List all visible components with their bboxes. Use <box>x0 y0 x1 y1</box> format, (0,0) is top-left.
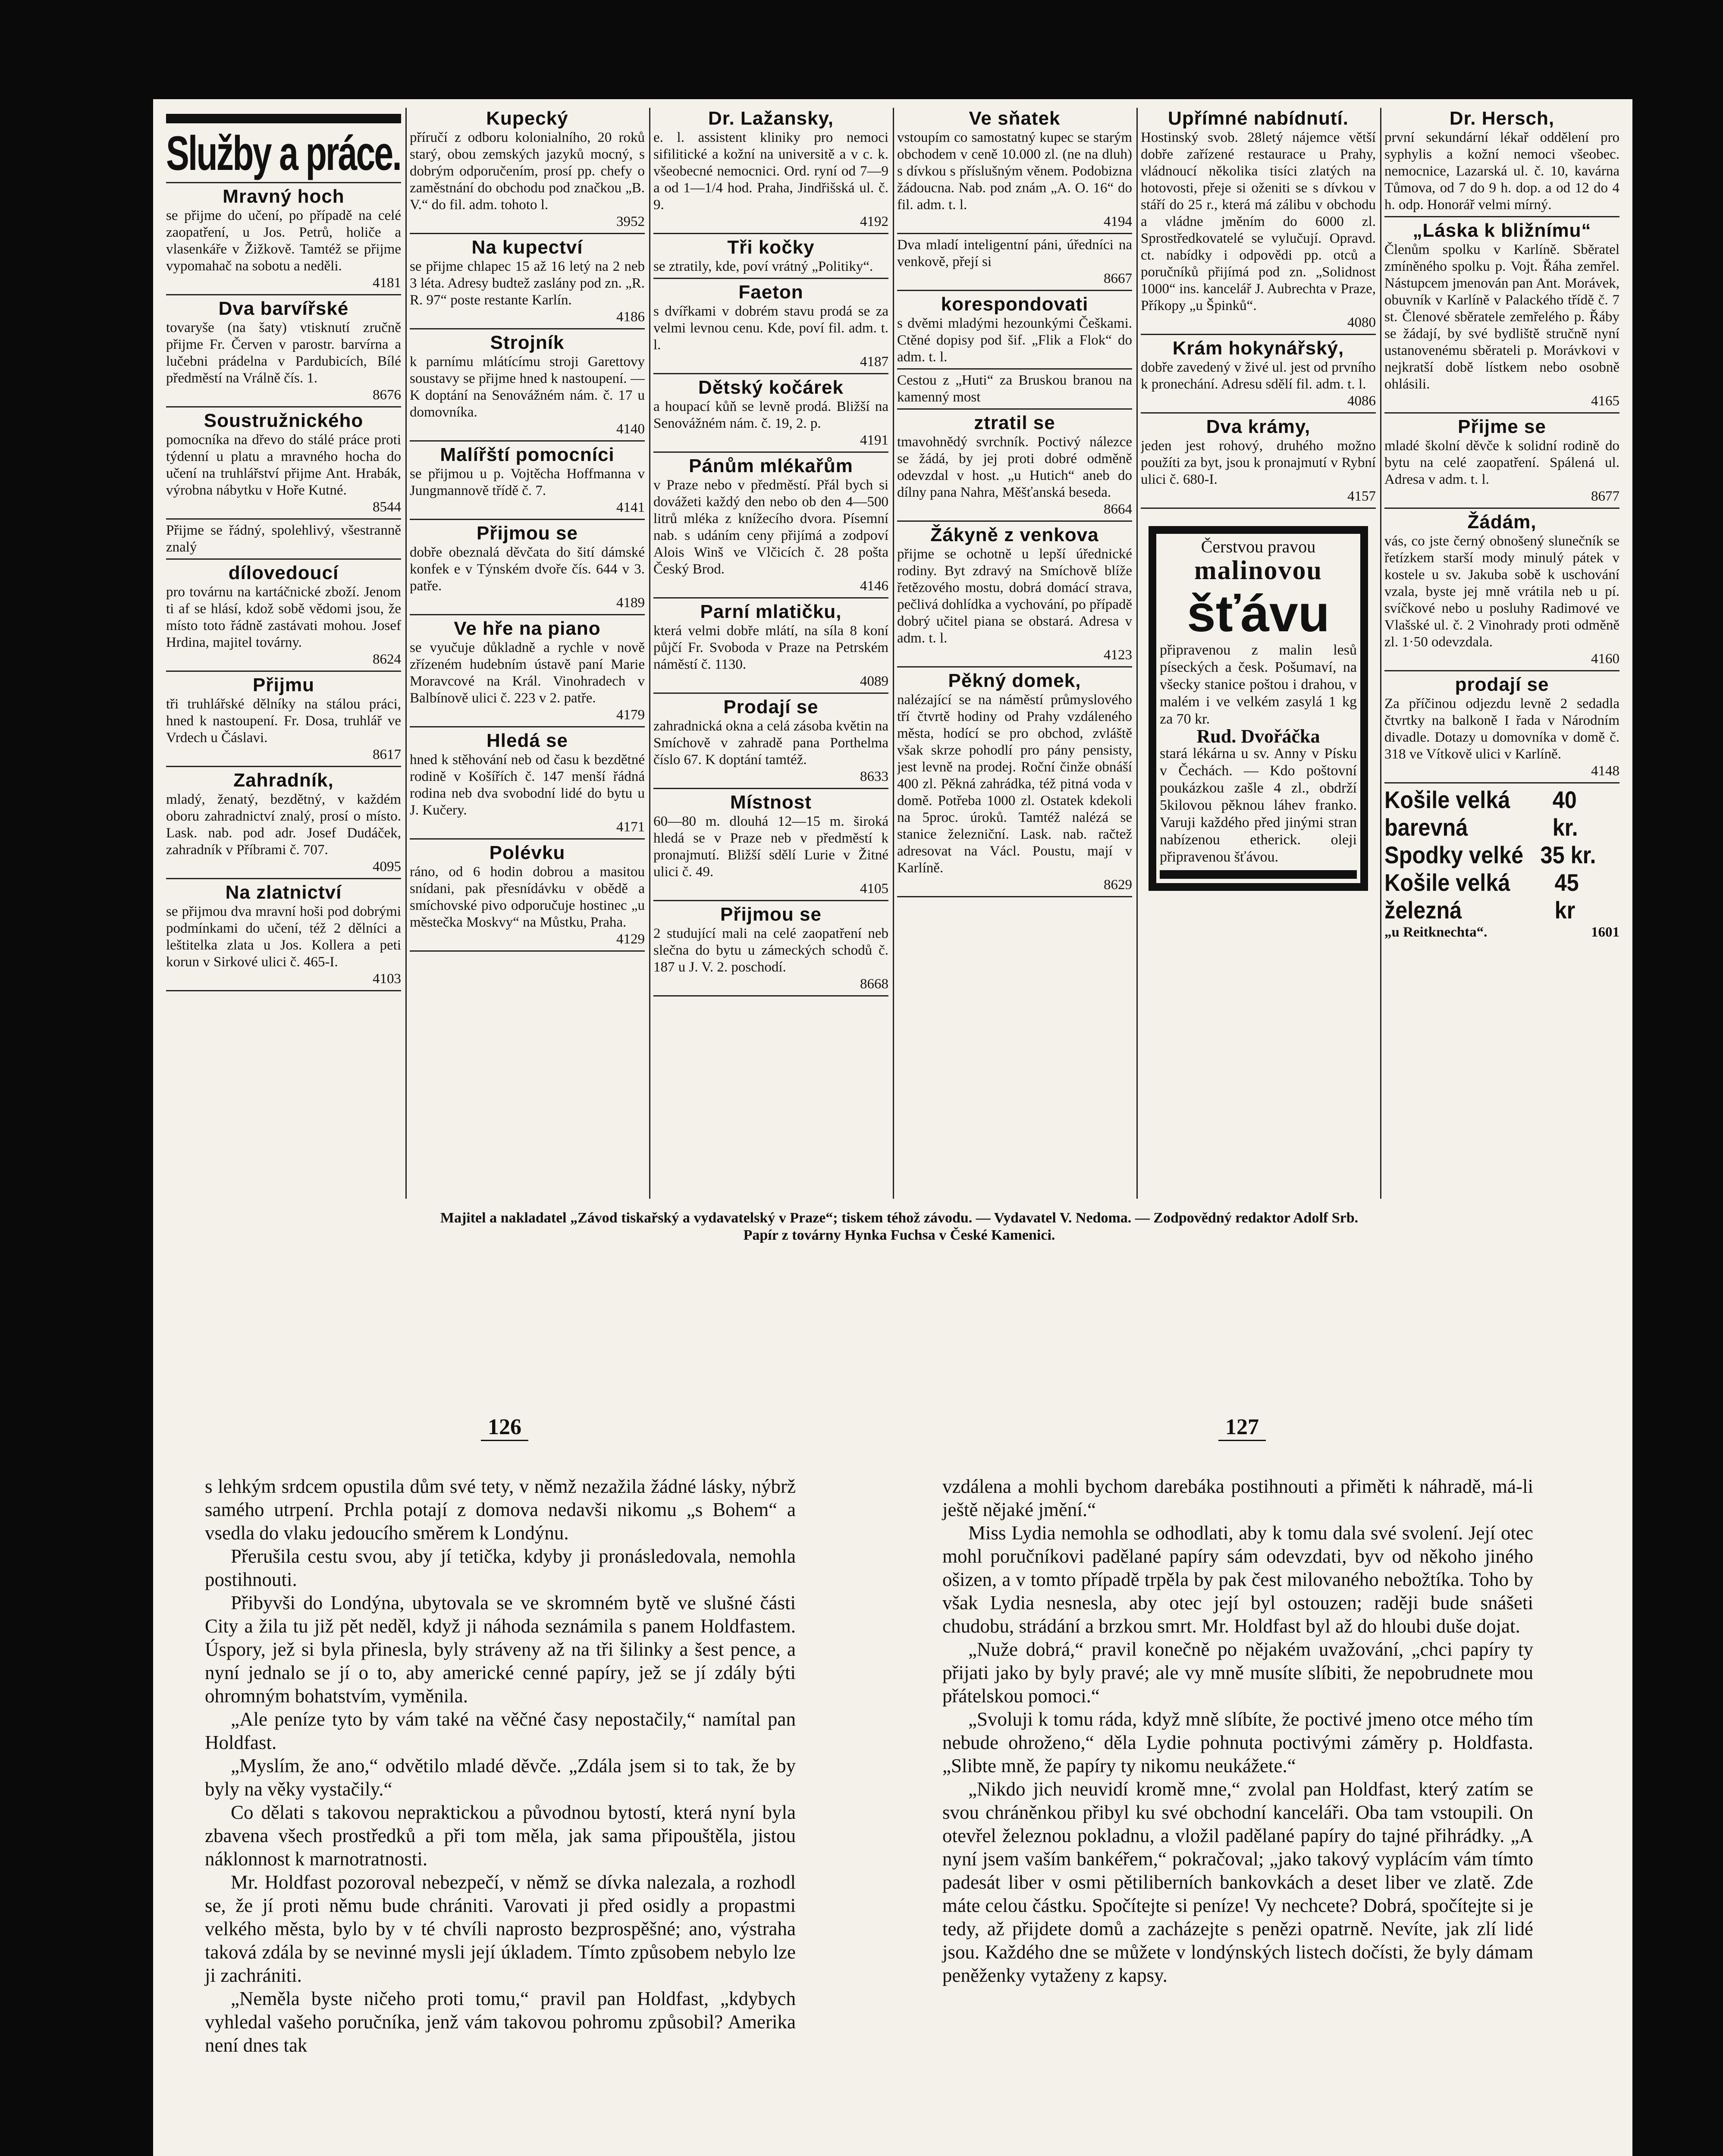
ads-column-2 <box>410 108 645 1216</box>
story-paragraph: „Neměla byste ničeho proti tomu,“ pravil pan Holdfast, „kdybych vyhledal vašeho poručníka, jenž vám takovou pohromu způsobil? Amerika není dnes tak <box>205 1988 796 2056</box>
imprint-line-2: Papír z továrny Hynka Fuchsa v České Kamenici. <box>743 1227 1055 1243</box>
ad-item <box>653 601 888 690</box>
ad-text: tmavohnědý svrchník. Poctivý nálezce se žádá, by jej proti dobré odměně odevzdal v host. „u Hutich“ aneb do dílny pana Nahra, Měšťanská beseda. <box>897 434 1132 500</box>
left-page-number <box>481 1414 528 1441</box>
shirts-ad-row <box>1384 841 1596 869</box>
ad-title: Žádám, <box>1467 511 1537 533</box>
ad-code: 4095 <box>373 859 401 874</box>
ad-rule <box>166 182 401 183</box>
story-paragraph: Miss Lydia nemohla se odhodlati, aby k tomu dala své svolení. Její otec mohl poručníkovi padělané papíry sám odevzdati, byv od někoho jiného ošizen, a v tomto případě trpěla by pak čest milovaného nebožtíka. Toho by však Lydia nesnesla, aby otec její byl ostouzen; raději bude snášeti chudobu, strádání a brzkou smrt. Mr. Holdfast byl až do hloubi duše dojat. <box>942 1522 1533 1637</box>
ad-text: dobře zavedený v živé ul. jest od prvního k pronechání. Adresu sdělí fil. adm. t. l. <box>1141 360 1376 392</box>
shirts-ad-label: Košile velká barevná <box>1384 786 1510 841</box>
section-title: Služby a práce. <box>166 126 401 180</box>
ad-title: Prodají se <box>723 696 819 718</box>
ad-item <box>653 696 888 785</box>
ad-rule <box>166 990 401 991</box>
ad-code: 8676 <box>373 387 401 403</box>
ad-item <box>410 842 645 948</box>
ad-title: Přijmou se <box>477 523 578 544</box>
ad-item <box>410 730 645 836</box>
ad-rule <box>166 294 401 295</box>
imprint-line-1: Majitel a nakladatel „Závod tiskařský a vydavatelský v Praze“; tiskem téhož závodu. — Vydavatel V. Nedoma. — Zodpovědný redaktor Adolf Srb. <box>440 1210 1359 1226</box>
story-paragraph: „Ale peníze tyto by vám také na věčné časy nepostačily,“ namítal pan Holdfast. <box>205 1708 796 1753</box>
column-divider <box>1136 108 1138 1199</box>
ad-rule <box>410 838 645 840</box>
box-ad-line-1: Čerstvou pravou <box>1201 537 1316 556</box>
ad-text: se ztratily, kde, poví vrátný „Politiky“. <box>653 259 873 274</box>
story-paragraph: Co dělati s takovou nepraktickou a původnou bytostí, která nyní byla zbavena všech prostředků a při tom měla, jak sama připouštěla, jistou náklonnost k marnotratnosti. <box>205 1802 796 1870</box>
story-left-page <box>205 1475 796 2057</box>
ad-item <box>166 186 401 291</box>
ad-item <box>166 298 401 404</box>
ad-title: Malířští pomocníci <box>440 444 615 465</box>
ad-title: prodají se <box>1455 674 1549 695</box>
box-ad-name: Rud. Dvořáčka <box>1196 726 1320 747</box>
ad-rule <box>653 693 888 694</box>
ad-title: Parní mlatičku, <box>700 601 842 622</box>
ad-rule <box>653 995 888 997</box>
ad-title: Polévku <box>489 842 565 863</box>
story-right-page <box>942 1475 1533 1987</box>
ad-code: 4157 <box>1347 489 1376 504</box>
ad-title: Dr. Hersch, <box>1449 108 1555 129</box>
ad-rule <box>653 373 888 374</box>
ad-rule <box>410 328 645 329</box>
ad-item <box>897 412 1132 518</box>
ad-code: 4103 <box>373 971 401 987</box>
ad-code: 4179 <box>616 707 645 723</box>
ad-text: Dva mladí inteligentní páni, úředníci na venkově, přejí si <box>897 237 1132 270</box>
ad-item <box>653 108 888 230</box>
ad-item <box>410 618 645 724</box>
ad-code: 4140 <box>616 421 645 437</box>
story-paragraph: „Nikdo jich neuvidí kromě mne,“ zvolal pan Holdfast, který zatím se svou chráněnkou přibyl ku své obchodní kanceláři. Oba tam vstoupili. On otevřel železnou pokladnu, a vložil padělané papíry do tajné přihrádky. „A nyní jsem vaším bankéřem,“ pokračoval; „jako takový vyplácím vám tímto padesát liber v osmi pětiliberních bankovkách a deset liber ve zlatě. Zde máte celou částku. Spočítejte si peníze! Vy nechcete? Dobrá, spočítejte si je tedy, až přijdete domů a zacházejte s penězi opatrně. Nevíte, jak zlí lidé jsou. Každého dne se můžete v londýnských listech dočísti, že byly dámam peněženky vytaženy z kapsy. <box>942 1778 1533 1986</box>
ad-code: 4186 <box>616 309 645 325</box>
ad-text: tovaryše (na šaty) vtisknutí zručně přijme Fr. Červen v parostr. barvírna a lučebni prádelna v Pardubicích, Bílé předměstí na Vrálně čís. 1. <box>166 320 401 386</box>
ad-rule <box>1141 508 1376 509</box>
ad-item <box>410 523 645 611</box>
ad-rule <box>410 950 645 952</box>
ad-item <box>897 294 1132 366</box>
ad-text: Za příčinou odjezdu levně 2 sedadla čtvrtky na balkoně I řada v Národním divadle. Dotazy u domovníka v domě č. 318 ve Vítkově ulici v Karlíně. <box>1384 696 1619 762</box>
ad-title: korespondovati <box>941 294 1089 315</box>
ad-rule <box>410 519 645 520</box>
story-paragraph: s lehkým srdcem opustila dům své tety, v němž nezažila žádné lásky, nýbrž samého utrpení. Prchla potají z domova nedavši nikomu „s Bohem“ a vsedla do vlaku jedoucího směrem k Londýnu. <box>205 1476 796 1544</box>
ad-item <box>410 444 645 516</box>
ad-rule <box>897 368 1132 370</box>
ad-title: „Láska k bližnímu“ <box>1412 220 1591 241</box>
ad-code: 4181 <box>373 275 401 291</box>
right-page-number <box>1218 1414 1266 1441</box>
ad-code: 4160 <box>1591 651 1619 667</box>
box-ad-bottom-bar <box>1160 870 1357 879</box>
ad-code: 4089 <box>860 674 888 689</box>
ad-text: tři truhlářské dělníky na stálou práci, hned k nastoupení. Fr. Dosa, truhlář ve Vrdech u Čáslavi. <box>166 696 401 746</box>
ad-text: Hostinský svob. 28letý nájemce větší dobře zařízené restaurace u Prahy, vládnoucí několika tisíci zlatých na hotovosti, přeje si oženiti se s dívkou v stáří do 25 r., která má zálibu v obchodu a vládne jměním do 6000 zl. Sprostředkovatelé se vylučují. Opravd. ct. nabídky i odpovědi pp. otců a poručníků přijímá pod zn. „Solidnost 1000“ ins. kancelář J. Aubrechta v Praze, Příkopy „u Špinků“. <box>1141 130 1376 313</box>
ad-rule <box>410 440 645 442</box>
ad-code: 4191 <box>860 432 888 448</box>
box-ad-headline: šťávu <box>1187 585 1330 642</box>
ad-code: 8664 <box>1104 501 1132 517</box>
ad-item <box>166 562 401 668</box>
ad-code: 4086 <box>1347 393 1376 409</box>
ad-item <box>897 237 1132 287</box>
ad-title: Přijmu <box>253 674 314 696</box>
ad-text: s dvěmi mladými hezounkými Češkami. Ctěné dopisy pod šif. „Flik a Flok“ do adm. t. l. <box>897 316 1132 365</box>
ad-item <box>897 670 1132 893</box>
ad-title: Faeton <box>738 282 803 303</box>
ad-text: se přijme chlapec 15 až 16 letý na 2 neb 3 léta. Adresy budtež zaslány pod zn. „R. R. 97“ poste restante Karlín. <box>410 259 645 308</box>
ad-item <box>166 770 401 875</box>
ad-rule <box>1384 782 1619 783</box>
ad-code: 4105 <box>860 881 888 896</box>
ad-title: ztratil se <box>974 412 1055 433</box>
ad-item <box>1384 108 1619 213</box>
ad-title: Přijmou se <box>720 904 822 925</box>
right-page-number-text: 127 <box>1218 1414 1266 1441</box>
ad-text: Přijme se řádný, spolehlivý, všestranně znalý <box>166 523 401 555</box>
column-divider <box>1380 108 1381 1199</box>
story-paragraph: Přibyvši do Londýna, ubytovala se ve skromném bytě ve slušné části City a žila tu již pět neděl, když ji náhoda seznámila s panem Holdfastem. Úspory, jež si byla přinesla, byly stráveny až na tři šilinky a šest pence, a nyní jednalo se jí o to, aby americké cenné papíry, jež se jí zdály býti ohromným bohatstvím, vyměnila. <box>205 1592 796 1707</box>
column-divider <box>893 108 894 1199</box>
shirts-ad-label: Košile velká železná <box>1384 869 1510 924</box>
ad-code: 4148 <box>1591 763 1619 779</box>
ad-text: hned k stěhování neb od času k bezdětné rodině v Košířích č. 147 menší řádná rodina neb dva svobodní lidé do bytu u J. Kučery. <box>410 752 645 818</box>
ad-item <box>166 410 401 516</box>
ad-rule <box>1384 670 1619 671</box>
ad-rule <box>410 726 645 727</box>
ad-code: 8667 <box>1104 271 1132 286</box>
ad-item <box>653 237 888 275</box>
ad-title: Strojník <box>490 332 565 353</box>
ad-rule <box>897 896 1132 897</box>
shirts-ad-row <box>1384 786 1596 841</box>
shirts-ad-row <box>1384 869 1596 924</box>
ad-title: Na kupectví <box>471 237 583 258</box>
ad-rule <box>653 278 888 279</box>
ad-code: 3952 <box>616 214 645 229</box>
ad-text: mladé školní děvče k solidní rodině do bytu na celé zaopatření. Spálená ul. Adresa v adm. t. l. <box>1384 438 1619 487</box>
ad-rule <box>653 788 888 789</box>
box-ad-text-1: připravenou z malin lesů píseckých a česk. Pošumaví, na všecky stanice poštou i drahou, v malém i ve velkém zasylá 1 kg za 70 kr. <box>1160 642 1357 727</box>
box-ad-line-2: malinovou <box>1194 556 1323 585</box>
box-ad-text-2: stará lékárna u sv. Anny v Písku v Čechách. — Kdo poštovní poukázkou zašle 4 zl., obdrží 5kilovou pěknou láhev franko. Varuji každého před jinými stran nabízenou etherick. oleji připravenou šťávou. <box>1160 746 1357 865</box>
ad-text: první sekundární lékař oddělení pro syphylis a kožní nemoci všeobec. nemocnice, Lazarská ul. č. 10, kavárna Tůmova, od 7 do 9 h. dop. a od 12 do 4 h. odp. Honorář velmi mírný. <box>1384 130 1619 213</box>
ad-title: Dr. Lažansky, <box>708 108 834 129</box>
ad-title: Ve hře na piano <box>454 618 601 639</box>
shirts-ad-price: 40 kr. <box>1552 786 1578 841</box>
ad-code: 4080 <box>1347 315 1376 330</box>
ad-text: vás, co jste černý obnošený slunečník se řetízkem starší mody minulý pátek v kostele u sv. Jakuba sobě k uschování vzala, byste jej mně vrátila neb u pí. svíčkové nebo u posluhy Radimové ve Vlašské ul. č. 2 Vinohrady proti odměně zl. 1·50 odevzdala. <box>1384 533 1619 650</box>
ad-rule <box>1141 334 1376 335</box>
ad-text: vstoupím co samostatný kupec se starým obchodem v ceně 10.000 zl. (ne na dluh) s dívkou s příslušným věnem. Podobizna žádoucna. Nab. pod znám „A. O. 16“ do fil. adm. t. l. <box>897 130 1132 213</box>
shirts-ad <box>1384 786 1619 941</box>
ad-rule <box>166 518 401 520</box>
ad-item <box>897 372 1132 406</box>
ad-item <box>1384 511 1619 667</box>
left-page-number-text: 126 <box>481 1414 528 1441</box>
ad-text: 2 studující mali na celé zaopatření neb slečna do bytu u zámeckých schodů č. 187 u J. V. 2. poschodí. <box>653 926 888 975</box>
ad-text: se vyučuje důkladně a rychle v nově zřízeném hudebním ústavě paní Marie Moravcové na Král. Vinohradech v Balbínově ulici č. 223 v 2. patře. <box>410 640 645 706</box>
ad-text: v Praze nebo v předměstí. Přál bych si dovážeti každý den nebo ob den 4—500 litrů mléka z knížecího dvora. Písemní nab. s udáním ceny přijímá a zodpoví Alois Winš ve Vlčicích č. 28 pošta Český Brod. <box>653 477 888 577</box>
ad-text: mladý, ženatý, bezdětný, v každém oboru zahradnictví znalý, prosí o místo. Lask. nab. pod adr. Josef Dudáček, zahradník v Příbrami č. 707. <box>166 792 401 858</box>
ad-code: 8668 <box>860 976 888 992</box>
ad-code: 4189 <box>616 595 645 611</box>
ad-title: Přijme se <box>1458 416 1546 437</box>
ad-text: se přijmou dva mravní hoši pod dobrými podmínkami do učení, též 2 dělníci a leštitelka zlata u Jos. Kollera a peti korun v Sirkové ulici č. 465-I. <box>166 904 401 970</box>
ad-item <box>897 524 1132 664</box>
ad-code: 8633 <box>860 769 888 784</box>
ad-item <box>653 904 888 993</box>
ad-title: Na zlatnictví <box>225 882 342 903</box>
story-paragraph: Mr. Holdfast pozoroval nebezpečí, v němž se dívka nalezala, a rozhodl se, že jí proti němu bude chrániti. Varovati ji před osidly a propastmi velkého města, bylo by v té chvíli naprosto bezprospěšné; ano, výstraha taková zdála by se nevinné mysli její úkladem. Tímto způsobem nebylo lze ji zachrániti. <box>205 1871 796 1986</box>
ads-column-4 <box>897 108 1132 1216</box>
ad-item <box>653 455 888 595</box>
ad-title: Dětský kočárek <box>698 377 844 398</box>
ad-item <box>1141 108 1376 331</box>
ad-code: 4123 <box>1104 647 1132 663</box>
section-title-bar <box>166 114 401 123</box>
ad-code: 8677 <box>1591 489 1619 504</box>
ad-title: dílovedoucí <box>228 562 339 583</box>
ad-rule <box>166 766 401 767</box>
ad-text: se přijmou u p. Vojtěcha Hoffmanna v Jungmannově třídě č. 7. <box>410 466 645 498</box>
ad-text: k parnímu mlátícímu stroji Garettovy soustavy se přijme hned k nastoupení. — K doptání na Senovážném nám. č. 17 u domovníka. <box>410 354 645 420</box>
ads-column-6 <box>1384 108 1619 1216</box>
ad-item <box>1384 674 1619 780</box>
ad-rule <box>1384 508 1619 509</box>
ad-rule <box>897 520 1132 522</box>
ad-code: 4192 <box>860 214 888 229</box>
ad-code: 8617 <box>373 747 401 762</box>
story-paragraph: „Svoluji k tomu ráda, když mně slíbíte, že poctivé jmeno otce mého tím nebude ohroženo,“ děla Lydie pohnuta poctivými záměry p. Holdfasta. „Slibte mně, že papíry ty nikomu neukážete.“ <box>942 1708 1533 1777</box>
ad-text: ráno, od 6 hodin dobrou a masitou snídani, pak přesnídávku v obědě a smíchovské pivo odporučuje hostinec „u městečka Moskvy“ na Můstku, Praha. <box>410 864 645 930</box>
ad-code: 8629 <box>1104 877 1132 893</box>
ad-item <box>1141 338 1376 410</box>
newspaper-sheet <box>153 99 1632 2156</box>
ad-rule <box>1141 412 1376 414</box>
ad-text: příručí z odboru kolonialního, 20 roků starý, obou zemských jazyků mocný, s dobrým odporučením, prosí pp. chefy o zaměstnání do obchodu pod značkou „B. V.“ do fil. adm. tohoto l. <box>410 130 645 213</box>
ad-title: Dva barvířské <box>218 298 349 319</box>
story-paragraph: Přerušila cestu svou, aby jí tetička, kdyby ji pronásledovala, nemohla postihnouti. <box>205 1545 796 1590</box>
ad-text: s dvířkami v dobrém stavu prodá se za velmi levnou cenu. Kde, poví fil. adm. t. l. <box>653 304 888 353</box>
ad-item <box>653 282 888 370</box>
ad-text: Cestou z „Huti“ za Bruskou branou na kamenný most <box>897 373 1132 405</box>
ad-title: Pěkný domek, <box>948 670 1081 691</box>
ad-text: přijme se ochotně u lepší úřednické rodiny. Byt zdravý na Smíchově blíže řetězového mostu, dobrá domácí strava, pečlivá dohlídka a vychování, po případě dobrý učitel piana se obstará. Adresa v adm. t. l. <box>897 546 1132 646</box>
shirts-ad-price: 45 kr <box>1554 869 1579 924</box>
ad-item <box>410 332 645 438</box>
ad-title: Místnost <box>730 792 812 813</box>
ad-code: 4194 <box>1104 214 1132 229</box>
ad-item <box>166 522 401 556</box>
ad-item <box>1141 416 1376 505</box>
classified-ads-section <box>166 108 1632 1229</box>
ad-rule <box>1384 216 1619 217</box>
story-paragraph: vzdálena a mohli bychom darebáka postihnouti a přiměti k náhradě, má-li ještě nějaké jmění.“ <box>942 1476 1533 1520</box>
ad-code: 8624 <box>373 652 401 667</box>
ad-title: Dva krámy, <box>1206 416 1311 437</box>
ad-rule <box>653 233 888 234</box>
ad-title: Ve sňatek <box>969 108 1061 129</box>
ad-rule <box>410 233 645 234</box>
ad-code: 8544 <box>373 499 401 515</box>
shirts-ad-price: 35 kr. <box>1540 841 1596 868</box>
ad-rule <box>166 558 401 560</box>
story-paragraph: „Myslím, že ano,“ odvětilo mladé děvče. „Zdála jsem si to tak, že by byly na věky vystačily.“ <box>205 1755 796 1800</box>
ad-rule <box>653 900 888 901</box>
ad-rule <box>653 597 888 599</box>
shirts-ad-label: Spodky velké <box>1384 841 1524 868</box>
ad-text: e. l. assistent kliniky pro nemoci sifilitické a kožní na universitě a v c. k. všeobecné nemocnici. Ord. ryní od 7—9 a od 1—1/4 hod. Praha, Jindřišská ul. č. 9. <box>653 130 888 213</box>
ad-item <box>897 108 1132 230</box>
ad-rule <box>166 671 401 672</box>
ad-code: 1601 <box>1591 924 1619 940</box>
ad-item <box>166 674 401 763</box>
ad-title: Pánům mlékařům <box>689 455 853 476</box>
ad-code: 4165 <box>1591 393 1619 409</box>
ads-column-1 <box>166 108 401 1216</box>
ad-text: a houpací kůň se levně prodá. Bližší na Senovážném nám. č. 19, 2. p. <box>653 399 888 431</box>
ad-item <box>410 108 645 230</box>
ad-title: Krám hokynářský, <box>1172 338 1344 359</box>
ad-code: 4187 <box>860 354 888 370</box>
ad-item <box>1384 416 1619 505</box>
ad-text: jeden jest rohový, druhého možno použíti za byt, jsou k pronajmutí v Rybní ulici č. 680-I. <box>1141 438 1376 487</box>
ad-rule <box>897 408 1132 410</box>
ad-code: 4141 <box>616 500 645 515</box>
ads-column-3 <box>653 108 888 1216</box>
ad-item <box>1384 220 1619 410</box>
ad-item <box>410 237 645 326</box>
ad-text: Členům spolku v Karlíně. Sběratel zmíněného spolku p. Vojt. Řáha zemřel. Nástupcem jmenován pan Ant. Morávek, obuvník v Karlíně v Palackého třídě č. 7 st. Členové sběratele zemřelého p. Řáby se žádají, by své bydliště stručně nyní ustanovenému sběrateli p. Morávkovi v nejkratší době lístkem nebo osobně ohlásili. <box>1384 242 1619 392</box>
ad-text: se přijme do učení, po případě na celé zaopatření, u Jos. Petrů, holiče a vlasenkáře v Žižkově. Tamtéž se přijme vypomahač na sobotu a neděli. <box>166 208 401 274</box>
ad-item <box>166 882 401 987</box>
raspberry-juice-ad <box>1149 526 1368 891</box>
ad-rule <box>410 614 645 615</box>
ad-text: nalézající se na náměstí průmyslového tří čtvrtě hodiny od Prahy vzdáleného města, hodící se pro obchod, zvláště však skrze pohodlí pro pány pensisty, jest levně na prodej. Roční činže obnáší 400 zl. Pěkná zahrádka, též pitná voda v domě. Potřeba 1000 zl. Ostatek kdekoli na 5proc. úroků. Tamtéž nalézá se stanice železniční. Lask. nab. račtež adresovat na Václ. Poustu, mají v Karlíně. <box>897 692 1132 876</box>
ad-title: Hledá se <box>486 730 568 751</box>
ad-item <box>653 377 888 449</box>
ad-item <box>653 792 888 897</box>
ad-rule <box>1384 412 1619 414</box>
ad-text: pomocníka na dřevo do stálé práce proti týdenní u platu a mravného hocha do učení na truhlářství přijme Ant. Hrabák, výrobna nábytku v Hoře Kutné. <box>166 432 401 498</box>
ad-title: Mravný hoch <box>223 186 345 207</box>
ad-title: Upřímné nabídnutí. <box>1168 108 1349 129</box>
ad-title: Žákyně z venkova <box>930 524 1099 545</box>
ad-text: dobře obeznalá děvčata do šití dámské konfek e v Týnském dvoře čís. 644 v 3. patře. <box>410 545 645 594</box>
story-paragraph: „Nuže dobrá,“ pravil konečně po nějakém uvažování, „chci papíry ty přijati jako by byly pravé; ale vy mně musíte slíbiti, že nepobrudnete mou přátelskou pomoci.“ <box>942 1639 1533 1707</box>
ad-text: 60—80 m. dlouhá 12—15 m. široká hledá se v Praze neb v předměstí k pronajmutí. Bližší sdělí Lurie v Žitné ulici č. 49. <box>653 814 888 880</box>
column-divider <box>405 108 407 1199</box>
ad-rule <box>897 666 1132 667</box>
ad-text: pro továrnu na kartáčnické zboží. Jenom ti af se hlásí, kdož sobě vědomi jsou, že místo toto řádně zastávati mohou. Josef Hrdina, majitel továrny. <box>166 584 401 650</box>
ad-rule <box>166 878 401 879</box>
ad-title: Zahradník, <box>233 770 334 791</box>
ad-rule <box>653 451 888 453</box>
ad-title: Soustružnického <box>204 410 364 431</box>
ad-code: 4171 <box>616 819 645 835</box>
ad-title: Kupecký <box>486 108 568 129</box>
ads-column-5 <box>1141 108 1376 1216</box>
ad-title: Tři kočky <box>727 237 815 258</box>
ad-code: 4129 <box>616 931 645 947</box>
shirts-ad-shop: „u Reitknechta“. <box>1384 924 1488 940</box>
ad-text: která velmi dobře mlátí, na síla 8 koní půjčí Fr. Svoboda v Praze na Petrském náměstí č. 1130. <box>653 623 888 672</box>
ad-rule <box>897 290 1132 291</box>
imprint <box>188 1210 1611 1244</box>
ad-code: 4146 <box>860 578 888 594</box>
ad-rule <box>166 406 401 407</box>
ad-text: zahradnická okna a celá zásoba květin na Smíchově v zahradě pana Porthelma číslo 67. K doptání tamtéž. <box>653 718 888 768</box>
column-divider <box>649 108 650 1199</box>
ad-rule <box>897 233 1132 234</box>
